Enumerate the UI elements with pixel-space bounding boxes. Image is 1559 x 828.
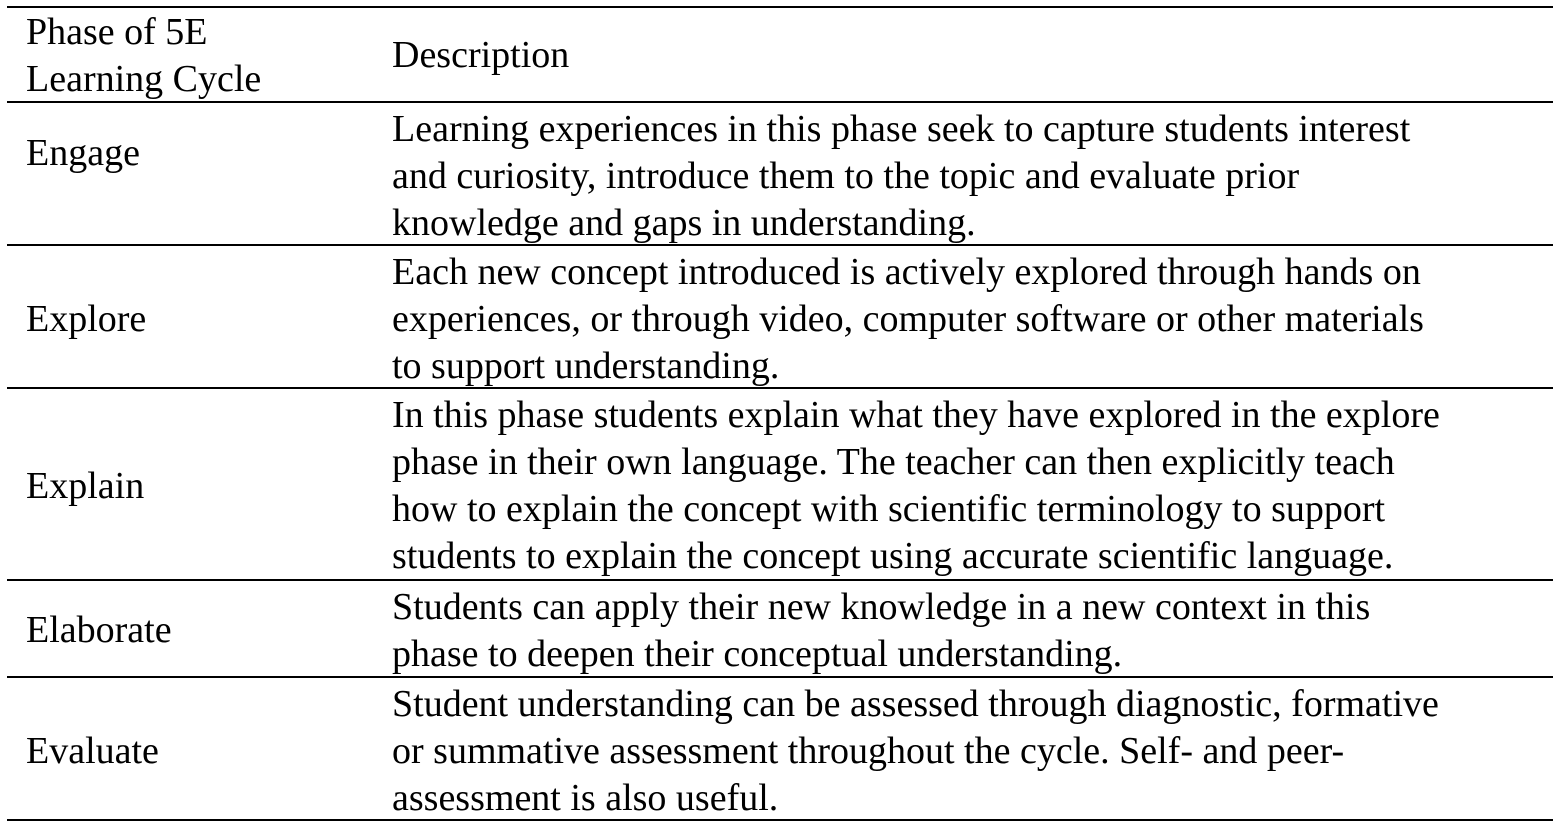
row-description: In this phase students explain what they have explored in the explore phase in their own language. The teacher can then explicitly teach how to explain the concept with scientific terminology to support students to explain the concept using accurate scientific language. [392,394,1440,577]
header-phase: Phase of 5E Learning Cycle [26,11,262,100]
row-phase: Engage [26,132,140,174]
row-description: Students can apply their new knowledge in a new context in this phase to deepen their conceptual understanding. [392,586,1371,675]
row-description: Each new concept introduced is actively explored through hands on experiences, or through video, computer software or other materials to support understanding. [392,251,1424,387]
row-phase: Elaborate [26,609,172,651]
row-description: Student understanding can be assessed through diagnostic, formative or summative assessment throughout the cycle. Self- and peer- assessment is also useful. [392,683,1439,819]
row-phase: Explain [26,465,145,507]
row-description: Learning experiences in this phase seek to capture students interest and curiosity, introduce them to the topic and evaluate prior knowledge and gaps in understanding. [392,108,1411,244]
table-top-rule [7,6,1553,8]
row-phase: Explore [26,298,147,340]
header-description: Description [392,34,570,76]
row-phase: Evaluate [26,730,159,772]
